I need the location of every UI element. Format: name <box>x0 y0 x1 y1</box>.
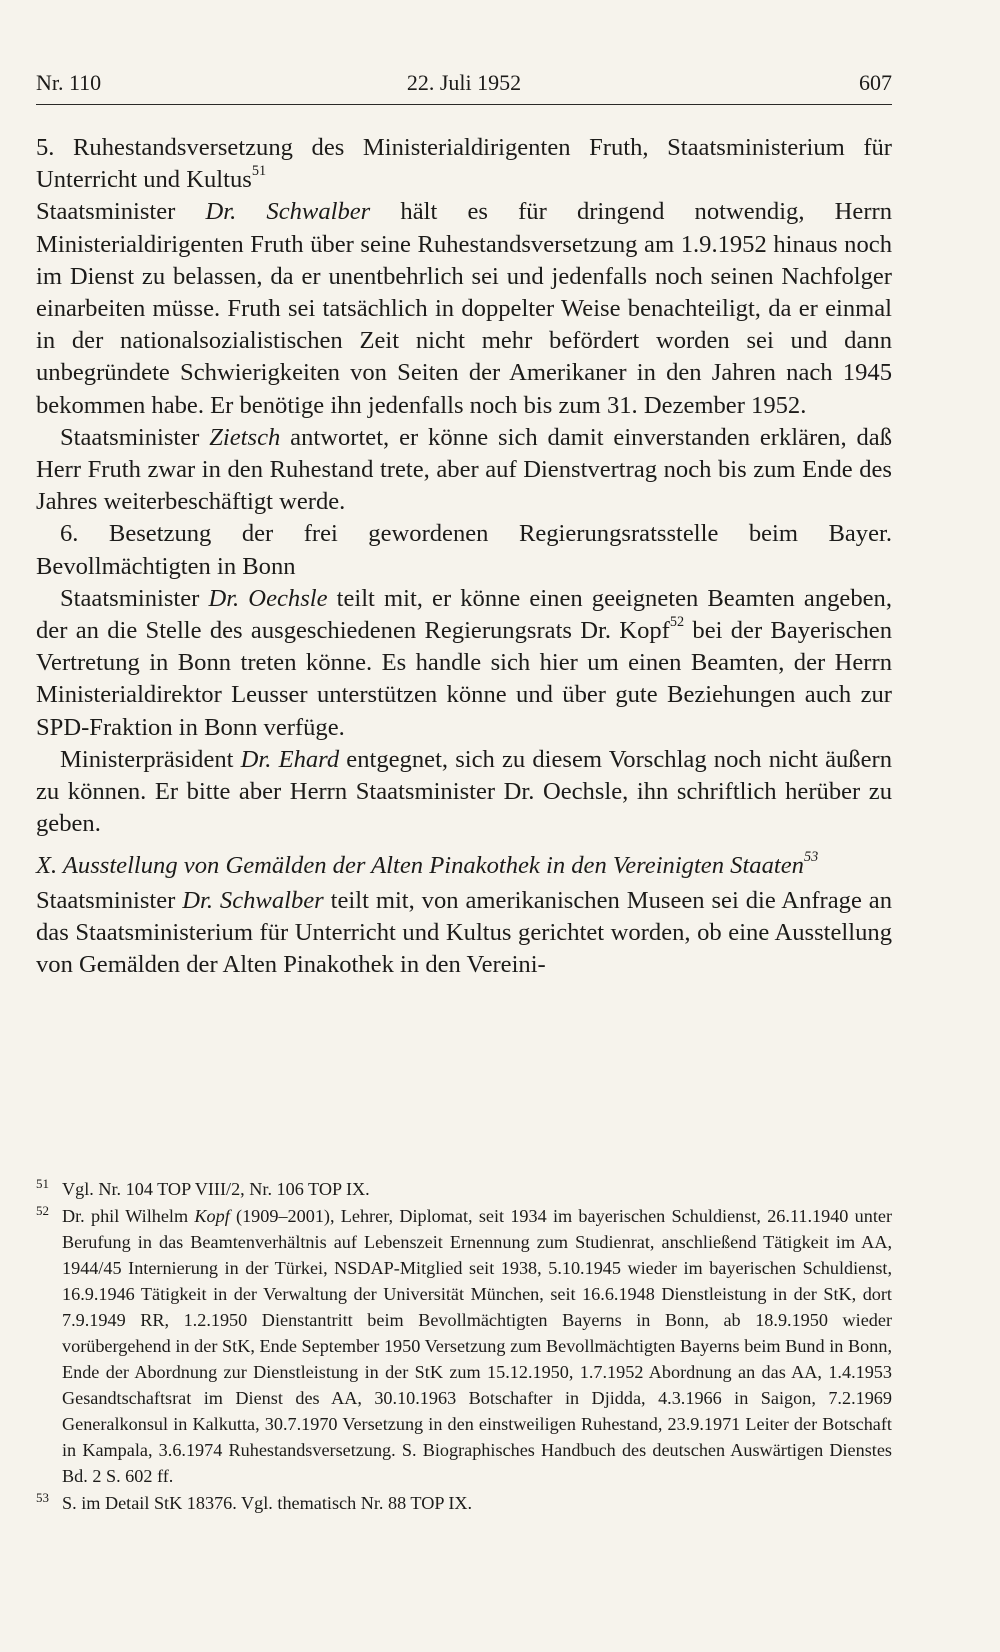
person-name: Kopf <box>194 1206 230 1226</box>
agenda-item-6-text: 6. Besetzung der frei gewordenen Regierungsratsstelle beim Bayer. Bevollmächtigten in Bonn <box>36 520 892 580</box>
footnote-ref-51[interactable]: 51 <box>251 163 267 180</box>
paragraph-text: Staatsminister <box>60 584 209 612</box>
header-date: 22. Juli 1952 <box>406 70 522 95</box>
paragraph-ehard <box>36 744 892 841</box>
footnote-ref-53[interactable]: 53 <box>803 849 819 866</box>
paragraph-text: teilt mit, er könne einen geeigneten Beamten angeben, der an die Stelle des ausgeschiedenen Regierungsrats Dr. Kopf <box>36 584 893 645</box>
section-title: X. Ausstellung von Gemälden der Alten Pinakothek in den Vereinigten Staaten <box>36 852 804 880</box>
paragraph-oechsle <box>36 583 892 744</box>
footnote-text: Dr. phil Wilhelm <box>62 1206 195 1226</box>
footnote-mark: 51 <box>36 1176 49 1191</box>
paragraph-text: bei der Bayerischen Vertretung in Bonn treten könne. Es handle sich hier um einen Beamten, der Herrn Ministerialdirektor Leusser unterstützen könne und über gute Beziehungen auch zur SPD-Fraktion in Bonn verfüge. <box>36 617 892 741</box>
paragraph-text: antwortet, er könne sich damit einverstanden erklären, daß Herr Fruth zwar in den Ruhestand trete, aber auf Dienstvertrag noch bis zum Ende des Jahres weiterbeschäftigt werde. <box>36 423 892 516</box>
agenda-item-6-heading <box>36 518 892 582</box>
agenda-item-5-heading <box>36 132 892 196</box>
speaker-name: Dr. Schwalber <box>205 198 371 226</box>
speaker-name: Zietsch <box>209 423 281 451</box>
speaker-name: Dr. Oechsle <box>208 584 328 612</box>
footnote-52 <box>36 1203 892 1489</box>
paragraph-text: teilt mit, von amerikanischen Museen sei die Anfrage an das Staatsministerium für Unterricht und Kultus gerichtet worden, ob eine Ausstellung von Gemälden der Alten Pinakothek in den Vereini- <box>36 886 892 979</box>
agenda-item-5-text: 5. Ruhestandsversetzung des Ministerialdirigenten Fruth, Staatsministerium für Unterricht und Kultus <box>36 134 892 194</box>
page-number: 607 <box>859 70 892 95</box>
main-text <box>36 132 892 981</box>
footnote-text: (1909–2001), Lehrer, Diplomat, seit 1934 im bayerischen Schuldienst, 26.11.1940 unter Berufung in das Beamtenverhältnis auf Lebenszeit Ernennung zum Studienrat, anschließend Tätigkeit im AA, 1944/45 Internierung in der Türkei, NSDAP-Mitglied seit 1938, 5.10.1945 wieder im bayerischen Schuldienst, 16.9.1946 Tätigkeit in der Verwaltung der Universität München, seit 16.6.1948 Dienstleistung in der StK, dort 7.9.1949 RR, 1.2.1950 Dienstantritt beim Bevollmächtigten Bayerns in Bonn, ab 18.9.1950 wieder vorübergehend in der StK, Ende September 1950 Versetzung zum Bevollmächtigten Bayerns beim Bund in Bonn, Ende der Abordnung zur Dienstleistung in der StK zum 15.12.1950, 1.7.1952 Abordnung an das AA, 1.4.1953 Gesandtschaftsrat im Dienst des AA, 30.10.1963 Botschafter in Djidda, 4.3.1966 in Saigon, 7.2.1969 Generalkonsul in Kalkutta, 30.7.1970 Versetzung in den einstweiligen Ruhestand, 23.9.1971 Leiter der Botschaft in Kampala, 3.6.1974 Ruhestandsversetzung. S. Biographisches Handbuch des deutschen Auswärtigen Dienstes Bd. 2 S. 602 ff. <box>62 1206 893 1486</box>
footnotes <box>36 1176 892 1517</box>
footnote-text: Vgl. Nr. 104 TOP VIII/2, Nr. 106 TOP IX. <box>62 1179 370 1199</box>
paragraph-text: Ministerpräsident <box>60 745 241 773</box>
paragraph-schwalber-exhibition <box>36 885 892 982</box>
paragraph-text: hält es für dringend notwendig, Herrn Ministerialdirigenten Fruth über seine Ruhestandsversetzung am 1.9.1952 hinaus noch im Dienst zu belassen, da er unentbehrlich sei und jedenfalls noch seinen Nachfolger einarbeiten müsse. Fruth sei tatsächlich in doppelter Weise benachteiligt, da er einmal in der nationalsozialistischen Zeit nicht mehr befördert worden sei und dann unbegründete Schwierigkeiten von Seiten der Amerikaner in den Jahren nach 1945 bekommen habe. Er benötige ihn jedenfalls noch bis zum 31. Dezember 1952. <box>36 198 893 419</box>
speaker-name: Dr. Schwalber <box>182 886 324 914</box>
footnote-text: S. im Detail StK 18376. Vgl. thematisch Nr. 88 TOP IX. <box>62 1493 473 1513</box>
paragraph-text: Staatsminister <box>36 886 183 914</box>
paragraph-zietsch <box>36 422 892 519</box>
paragraph-text: Staatsminister <box>36 198 206 226</box>
footnote-53 <box>36 1490 892 1516</box>
paragraph-schwalber-fruth <box>36 196 892 421</box>
footnote-mark: 52 <box>36 1203 49 1218</box>
speaker-name: Dr. Ehard <box>240 745 340 773</box>
footnote-ref-52[interactable]: 52 <box>669 614 685 631</box>
paragraph-text: Staatsminister <box>60 423 210 451</box>
document-number: Nr. 110 <box>36 70 102 95</box>
paragraph-text: entgegnet, sich zu diesem Vorschlag noch nicht äußern zu können. Er bitte aber Herrn Staatsminister Dr. Oechsle, ihn schriftlich herüber zu geben. <box>36 745 892 838</box>
footnote-mark: 53 <box>36 1490 49 1505</box>
running-header <box>36 64 892 105</box>
footnote-51 <box>36 1176 892 1202</box>
section-x-heading <box>36 850 892 882</box>
